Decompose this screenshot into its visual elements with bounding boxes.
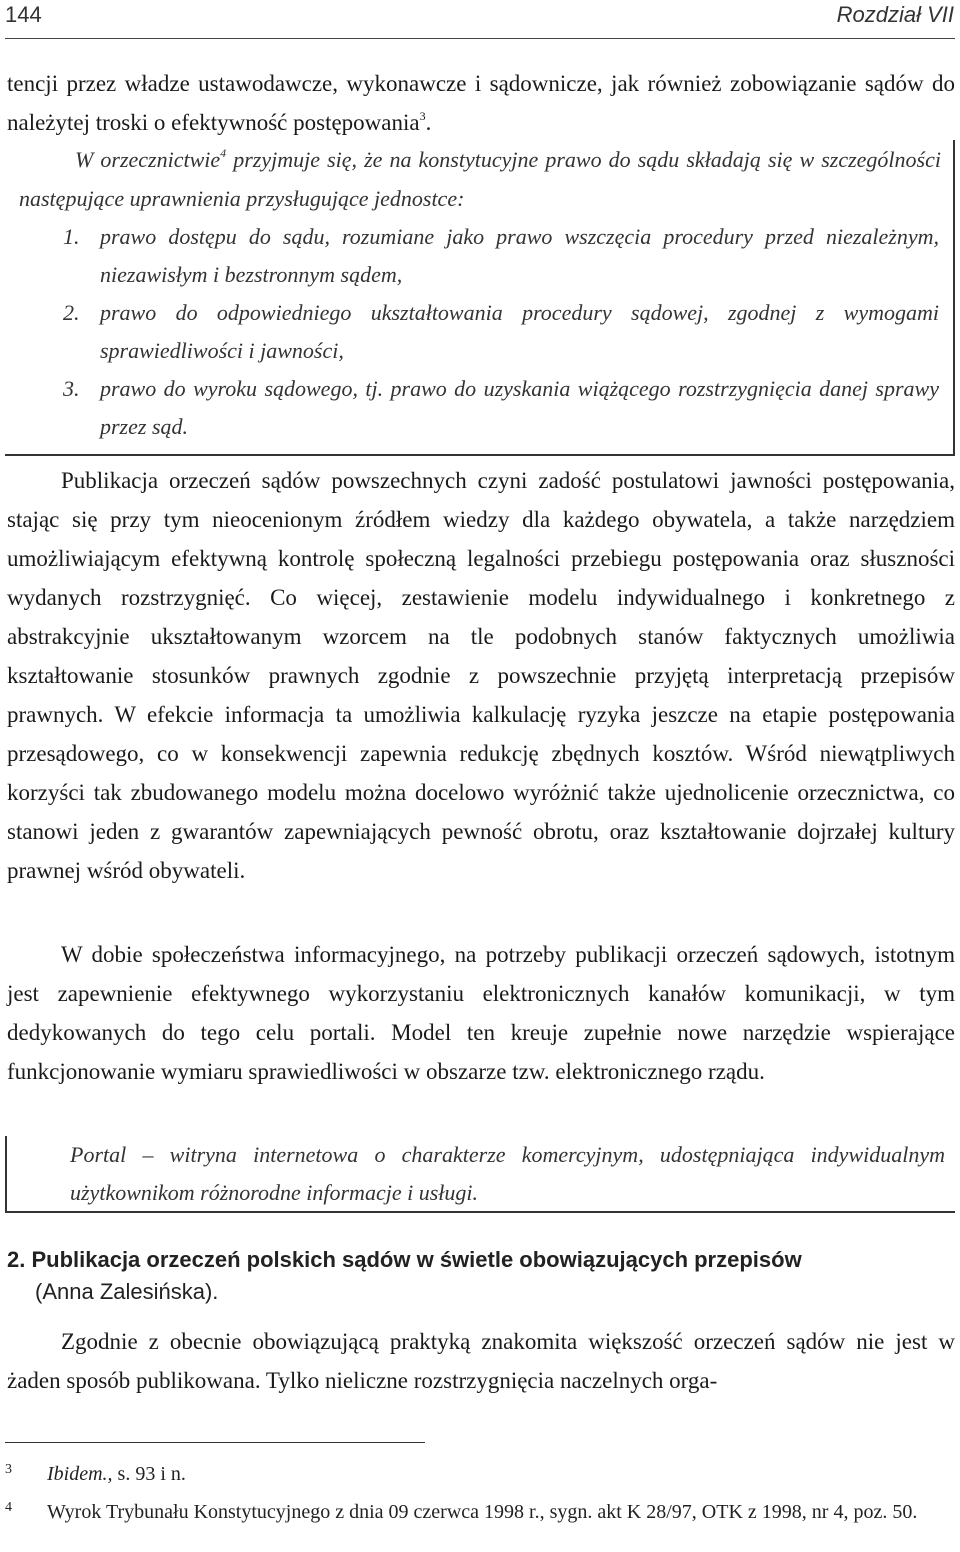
body-paragraph: W dobie społeczeństwa informacyjnego, na potrzeby publikacji orzeczeń sądowych, istotnym jest zapewnienie efektywnego wykorzystaniu elektronicznych kanałów komunikacji, w tym dedykowanych do tego celu portali. Model ten kreuje zupełnie nowe narzędzie wspierające funkcjonowanie wymiaru sprawiedliwości w obszarze tzw. elektronicznego rządu. (7, 942, 955, 1084)
list-item-text: prawo do wyroku sądowego, tj. prawo do uzyskania wiążącego rozstrzygnięcia danej sprawy przez sąd. (100, 376, 939, 439)
list-item-text: prawo dostępu do sądu, rozumiane jako prawo wszczęcia procedury przed niezależnym, niezawisłym i bezstronnym sądem, (100, 224, 939, 287)
page-number: 144 (5, 2, 42, 27)
header-rule (5, 38, 955, 39)
body-paragraph: Publikacja orzeczeń sądów powszechnych czyni zadość postulatowi jawności postępowania, stając się przy tym nieocenionym źródłem wiedzy dla każdego obywatela, a także narzędziem umożliwiającym efektywną kontrolę społeczną legalności przebiegu postępowania oraz słuszności wydanych rozstrzygnięć. Co więcej, zestawienie modelu indywidualnego i konkretnego z abstrakcyjnie ukształtowanym wzorcem na tle podobnych stanów faktycznych umożliwia kształtowanie stosunków prawnych zgodnie z powszechnie przyjętą interpretacją przepisów prawnych. W efekcie informacja ta umożliwia kalkulację ryzyka jeszcze na etapie postępowania przesądowego, co w konsekwencji zapewnia redukcję zbędnych kosztów. Wśród niewątpliwych korzyści tak zbudowanego modelu można docelowo wyróżnić także ujednolicenie orzecznictwa, co stanowi jeden z gwarantów zapewniających pewność obrotu, oraz kształtowanie dojrzałej kultury prawnej wśród obywateli. (7, 468, 955, 883)
list-item-number: 1. (63, 224, 80, 249)
section-author: (Anna Zalesińska). (35, 1279, 219, 1304)
rights-list-item (5, 218, 953, 294)
rights-list (5, 218, 953, 446)
footnote-ref[interactable]: 4 (220, 146, 227, 160)
section-title: 2. Publikacja orzeczeń polskich sądów w świetle obowiązujących przepisów (7, 1247, 802, 1272)
list-item-number: 2. (63, 300, 80, 325)
footnote-rule (5, 1442, 425, 1443)
list-item-text: prawo do odpowiedniego ukształtowania procedury sądowej, zgodnej z wymogami sprawiedliwości i jawności, (100, 300, 939, 363)
definition-box (5, 1136, 955, 1213)
rights-lead-rest: przyjmuje się, że na konstytucyjne prawo do sądu składają się w szczególności następujące uprawnienia przysługujące jednostce: (19, 147, 941, 211)
definition-text (7, 1136, 955, 1212)
intro-paragraph-text: tencji przez władze ustawodawcze, wykonawcze i sądownicze, jak również zobowiązanie sądów do należytej troski o efektywność postępowania (7, 71, 955, 135)
footnote-ref[interactable]: 3 (419, 109, 426, 123)
intro-paragraph (7, 64, 955, 142)
list-item-number: 3. (63, 376, 80, 401)
rights-box (5, 140, 955, 456)
footnote-body: s. 93 i n. (112, 1463, 186, 1485)
running-header (0, 0, 960, 40)
intro-paragraph-end: . (425, 110, 432, 135)
footnote-text (47, 1462, 953, 1486)
section-heading (7, 1244, 955, 1308)
footnote (5, 1462, 953, 1486)
rights-list-item (5, 294, 953, 370)
footnote-text (47, 1500, 953, 1524)
body-paragraph: Zgodnie z obecnie obowiązującą praktyką znakomita większość orzeczeń sądów nie jest w żaden sposób publikowana. Tylko nieliczne rozstrzygnięcia naczelnych orga- (7, 1329, 955, 1393)
footnote-number: 3 (5, 1462, 12, 1477)
footnote (5, 1500, 953, 1524)
chapter-title: Rozdział VII (836, 2, 954, 27)
footnote-italic: Ibidem., (47, 1463, 113, 1485)
rights-lead-text: W orzecznictwie (75, 147, 221, 172)
rights-box-lead (5, 140, 953, 218)
definition-body: – witryna internetowa o charakterze komercyjnym, udostępniająca indywidualnym użytkownikom różnorodne informacje i usługi. (70, 1142, 945, 1205)
definition-term: Portal (70, 1142, 127, 1167)
footnote-number: 4 (5, 1500, 12, 1515)
rights-list-item (5, 370, 953, 446)
footnote-body: Wyrok Trybunału Konstytucyjnego z dnia 09 czerwca 1998 r., sygn. akt K 28/97, OTK z 1998, nr 4, poz. 50. (47, 1501, 918, 1523)
